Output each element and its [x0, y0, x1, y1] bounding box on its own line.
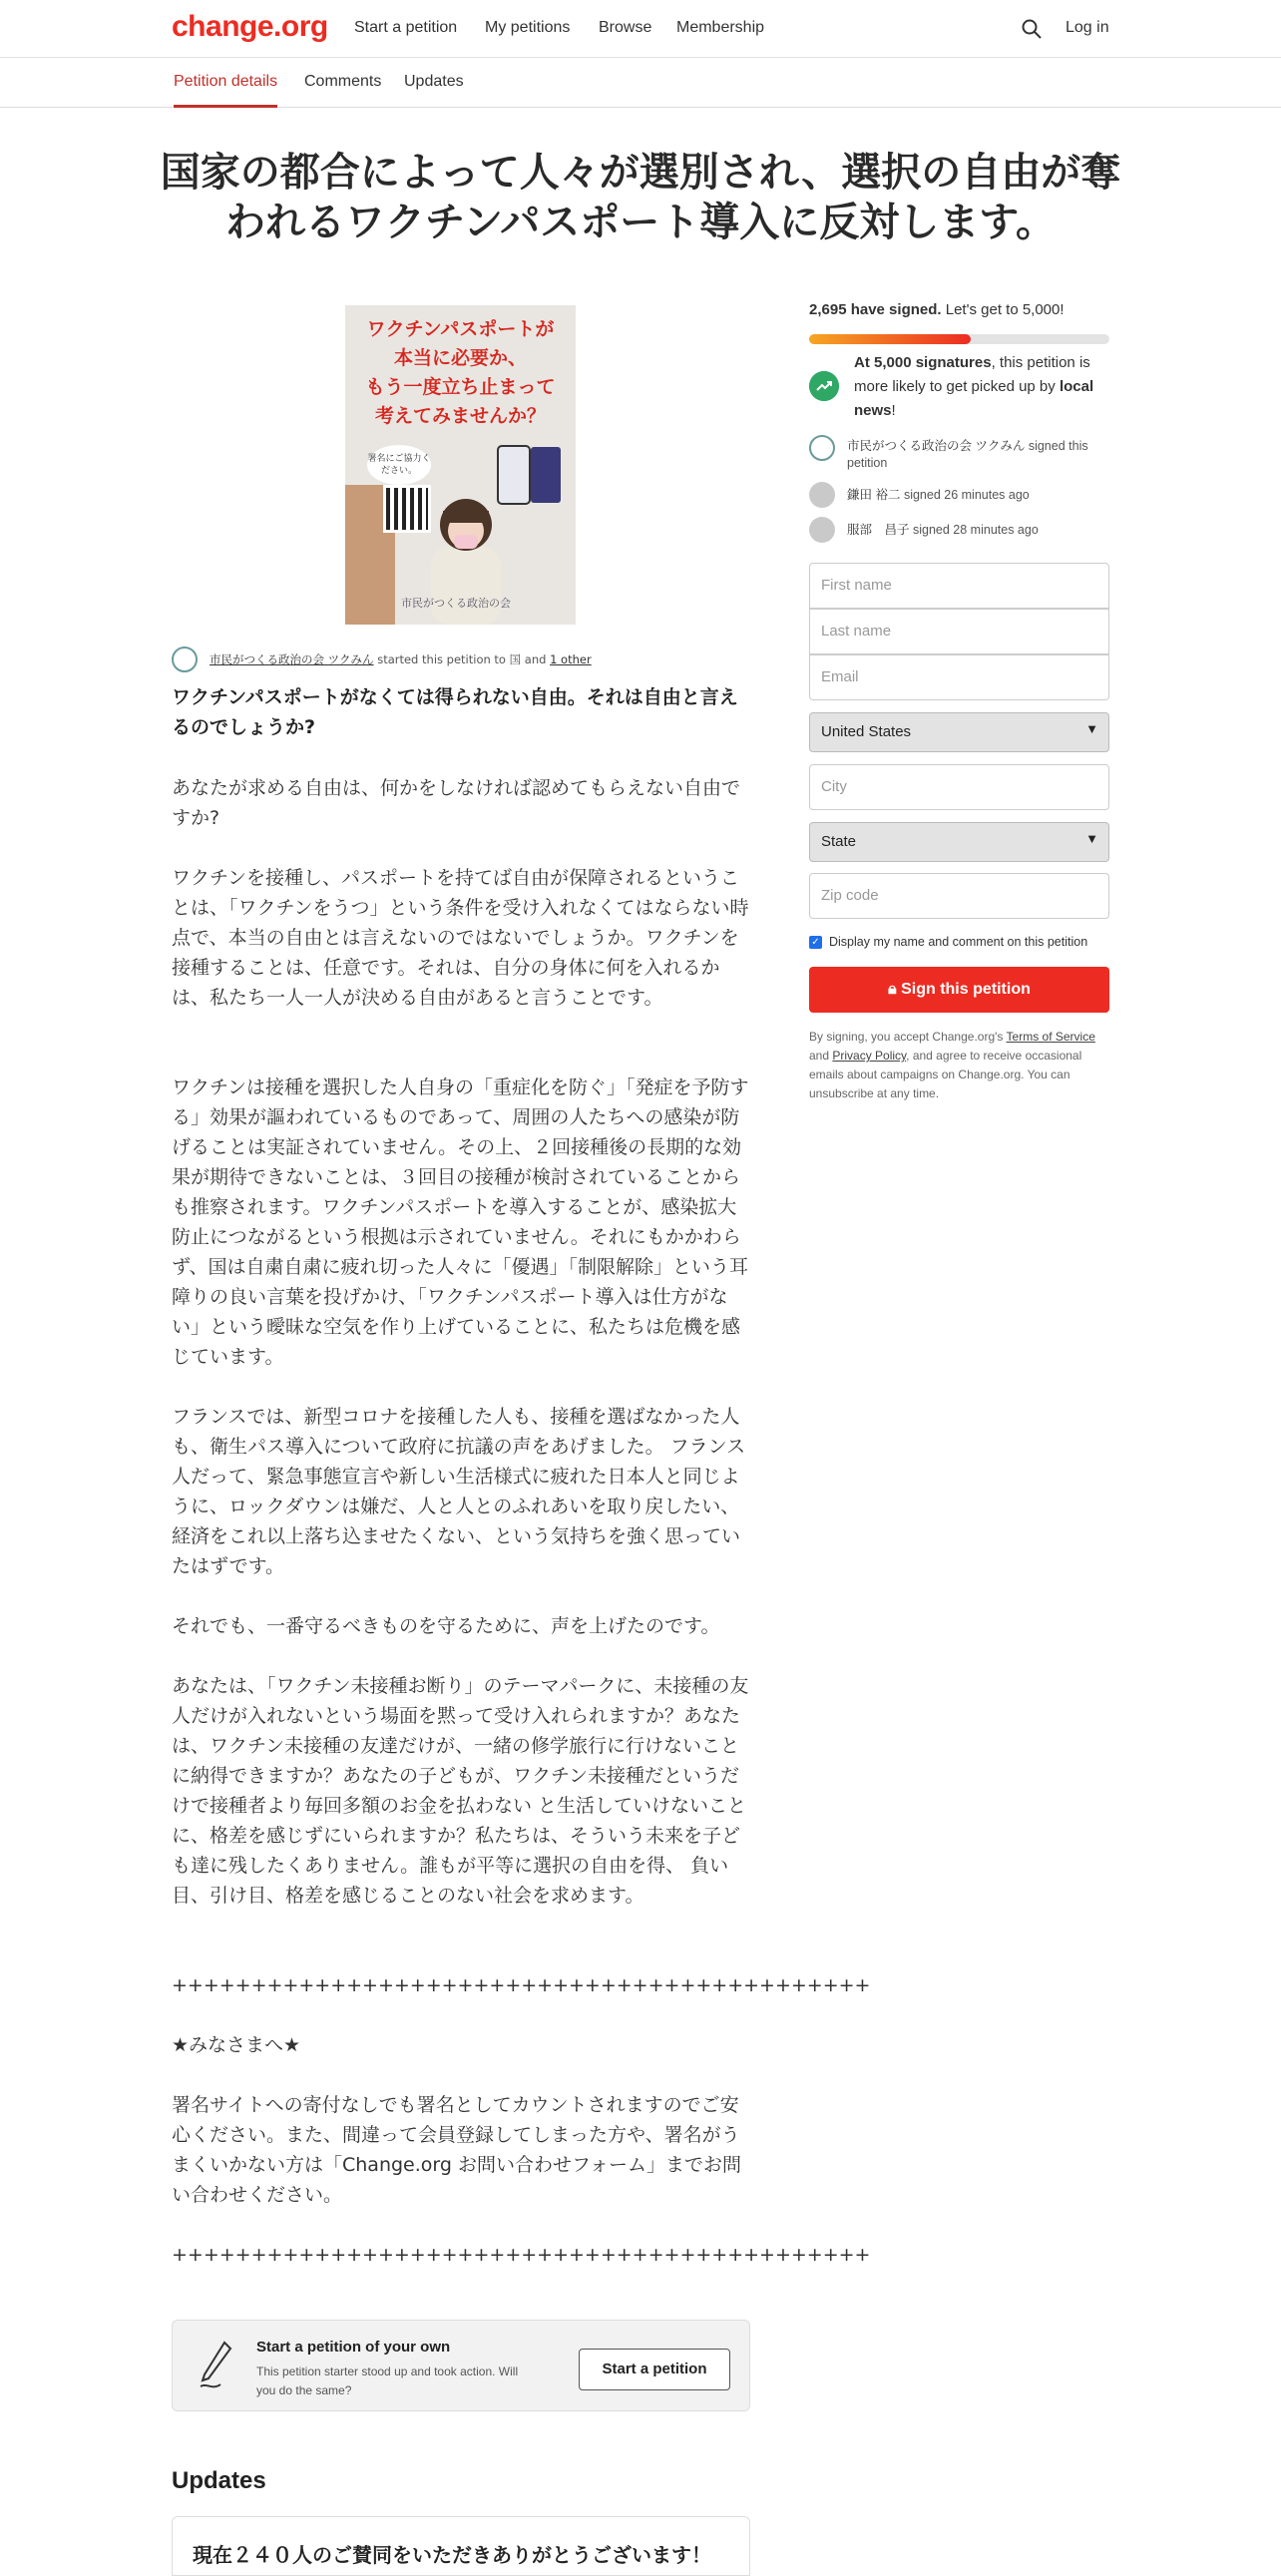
passport-icon: [531, 447, 561, 503]
email-input[interactable]: Email: [809, 654, 1109, 700]
petition-lead: ワクチンパスポートがなくては得られない自由。それは自由と言えるのでしょうか?: [172, 686, 738, 738]
progress-fill: [809, 334, 971, 344]
petition-paragraph: あなたは、「ワクチン未接種お断り」のテーマパークに、未接種の友人だけが入れないという場面を黙って受け入れられますか？あなたは、ワクチン未接種の友達だけが、一緒の修学旅行に行けないことに納得できますか？あなたの子どもが、ワクチン未接種だというだけで接種者より毎回多額のお金を払わない と生活していけないことに、格差を感じずにいられますか？私たちは、そういう未来を子ども達に残したくありません。誰もが平等に選択の自由を得、 負い目、引け目、格差を感じることのない社会を求めます。: [172, 1675, 749, 1907]
tab-petition-details[interactable]: Petition details: [174, 73, 277, 108]
lock-icon: 🔒︎: [888, 981, 902, 998]
country-select[interactable]: United States ▼: [809, 712, 1109, 752]
petition-paragraph: ワクチンは接種を選択した人自身の「重症化を防ぐ」「発症を予防する」効果が謳われているものであって、周囲の人たちへの感染が防げることは実証されていません。その上、２回接種後の長期的な効果が期待できないことは、３回目の接種が検討されていることからも推察されます。ワクチンパスポートを導入することが、感染拡大防止につながるという根拠は示されていません。それにもかかわらず、国は自粛自粛に疲れ切った人々に「優遇」「制限解除」という耳障りの良い言葉を投げかけ、「ワクチンパスポート導入は仕方がない」という曖昧な空気を作り上げていることに、私たちは危機を感じています。: [172, 1076, 749, 1368]
signature-count: 2,695 have signed. Let's get to 5,000!: [809, 301, 1065, 318]
chevron-down-icon: ▼: [1085, 721, 1098, 736]
petition-image: [345, 305, 576, 625]
zip-input[interactable]: Zip code: [809, 873, 1109, 919]
last-name-input[interactable]: Last name: [809, 609, 1109, 654]
avatar-icon: [809, 517, 835, 543]
other-recipients-link[interactable]: 1 other: [550, 652, 592, 666]
start-petition-cta: [172, 2320, 750, 2411]
petition-title: 国家の都合によって人々が選別され、選択の自由が奪われるワクチンパスポート導入に反対します。: [160, 150, 1121, 245]
signer-logo-icon: [809, 435, 835, 461]
petition-paragraph: フランスでは、新型コロナを接種した人も、接種を選ばなかった人も、衛生パス導入について政府に抗議の声をあげました。 フランス人だって、緊急事態宣言や新しい生活様式に疲れた日本人と同じように、ロックダウンは嫌だ、人と人とのふれあいを取り戻したい、経済をこれ以上落ち込ませたくない、という気持ちを強く思っていたはずです。: [172, 1406, 746, 1577]
display-name-checkbox[interactable]: ✓: [809, 936, 822, 949]
change-org-logo[interactable]: change.org: [172, 10, 328, 43]
avatar-icon: [809, 482, 835, 508]
sign-petition-button[interactable]: 🔒︎ Sign this petition: [809, 967, 1109, 1013]
start-petition-button[interactable]: Start a petition: [579, 2349, 730, 2390]
notice-heading: ★みなさまへ★: [172, 2034, 301, 2056]
tab-comments[interactable]: Comments: [304, 73, 382, 90]
first-name-input[interactable]: First name: [809, 563, 1109, 609]
speech-bubble: 署名にご協力ください。: [367, 445, 431, 485]
update-card[interactable]: [172, 2516, 750, 2576]
privacy-link[interactable]: Privacy Policy: [832, 1049, 907, 1063]
search-icon[interactable]: [1020, 17, 1044, 41]
separator-line: ++++++++++++++++++++++++++++++++++++++++++++: [172, 1974, 871, 1996]
petition-paragraph: 署名サイトへの寄付なしでも署名としてカウントされますのでご安心ください。また、間違って会員登録してしまった方や、署名がうまくいかない方は「Change.org お問い合わせフォーム」までお問い合わせください。: [172, 2094, 742, 2206]
image-org-logo: 市民がつくる政治の会: [401, 597, 511, 610]
petition-paragraph: あなたが求める自由は、何かをしなければ認めてもらえない自由ですか?: [172, 777, 741, 829]
update-title: 現在２４０人のご賛同をいただきありがとうございます！: [193, 2543, 711, 2567]
progress-bar: [809, 334, 1109, 344]
pen-icon: [195, 2339, 234, 2394]
petition-starter: 市民がつくる政治の会 ツクみん started this petition to 国 and 1 other: [172, 646, 750, 672]
phone-icon: [497, 445, 531, 505]
terms-link[interactable]: Terms of Service: [1006, 1030, 1095, 1044]
petition-subnav: [0, 58, 1281, 108]
top-nav: [0, 0, 1281, 58]
tab-updates[interactable]: Updates: [404, 73, 464, 90]
milestone-message: At 5,000 signatures, this petition is more likely to get picked up by local news!: [854, 354, 1094, 419]
petition-paragraph: それでも、一番守るべきものを守るために、声を上げたのです。: [172, 1615, 720, 1637]
starter-logo-icon: [172, 646, 198, 672]
nav-membership[interactable]: Membership: [676, 19, 765, 36]
login-link[interactable]: Log in: [1066, 19, 1109, 36]
trending-up-icon: [809, 371, 839, 401]
starter-name-link[interactable]: 市民がつくる政治の会 ツクみん: [210, 652, 374, 666]
nav-browse[interactable]: Browse: [599, 19, 652, 36]
cta-subtitle: This petition starter stood up and took action. Will you do the same?: [256, 2364, 519, 2397]
petition-paragraph: ワクチンを接種し、パスポートを持てば自由が保障されるということは、「ワクチンをうつ」という条件を受け入れなくてはならない時点で、本当の自由とは言えないのではないでしょうか。ワクチンを接種することは、任意です。それは、自分の身体に何を入れるかは、私たち一人一人が決める自由があると言うことです。: [172, 867, 749, 1009]
legal-notice: By signing, you accept Change.org's Terms of Service and Privacy Policy, and agree to receive occasional emails about campaigns on Change.org. You can unsubscribe at any time.: [809, 1030, 1095, 1100]
updates-heading: Updates: [172, 2467, 266, 2494]
nav-start-petition[interactable]: Start a petition: [354, 19, 458, 36]
state-select[interactable]: State ▼: [809, 822, 1109, 862]
city-input[interactable]: City: [809, 764, 1109, 810]
image-headline: ワクチンパスポートが 本当に必要か、 もう一度立ち止まって 考えてみませんか？: [365, 318, 556, 427]
chevron-down-icon: ▼: [1085, 831, 1098, 846]
cta-title: Start a petition of your own: [256, 2339, 451, 2356]
separator-line: ++++++++++++++++++++++++++++++++++++++++++++: [172, 2244, 871, 2266]
nav-my-petitions[interactable]: My petitions: [485, 19, 571, 36]
